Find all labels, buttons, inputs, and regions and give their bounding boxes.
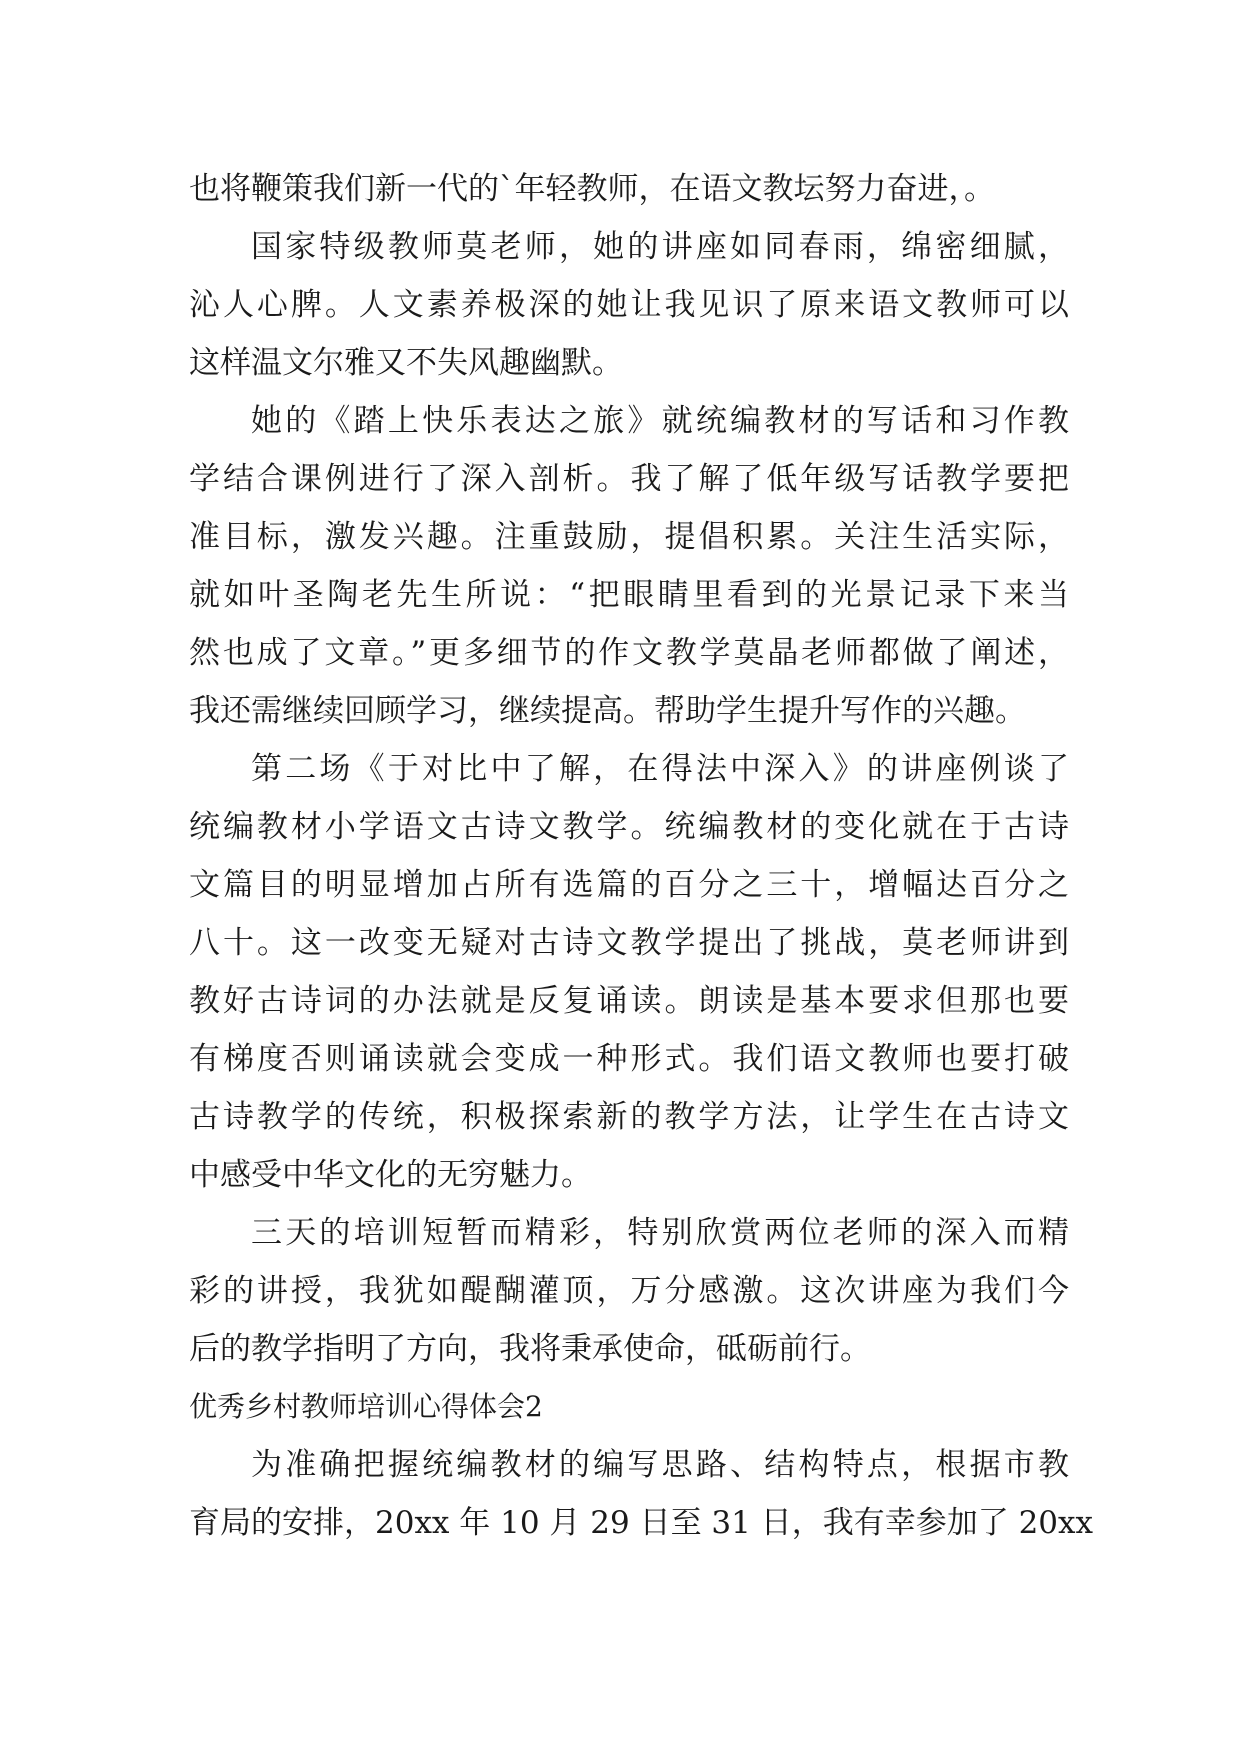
paragraph-line: 她的《踏上快乐表达之旅》就统编教材的写话和习作教 (251, 403, 1069, 439)
paragraph-line: 沁人心脾。人文素养极深的她让我见识了原来语文教师可以 (189, 287, 1069, 323)
paragraph-line: 学结合课例进行了深入剖析。我了解了低年级写话教学要把 (189, 461, 1069, 497)
paragraph-line: 国家特级教师莫老师，她的讲座如同春雨，绵密细腻， (251, 229, 1069, 265)
paragraph-line: 准目标，激发兴趣。注重鼓励，提倡积累。关注生活实际， (189, 519, 1069, 555)
paragraph (189, 740, 1069, 1204)
document-body (189, 160, 1093, 1552)
paragraph-line: 我还需继续回顾学习，继续提高。帮助学生提升写作的兴趣。 (189, 693, 1026, 729)
paragraph-line: 古诗教学的传统，积极探索新的教学方法，让学生在古诗文 (189, 1099, 1069, 1135)
paragraph-line: 就如叶圣陶老先生所说：“把眼睛里看到的光景记录下来当 (189, 577, 1069, 613)
paragraph (189, 160, 1069, 218)
paragraph-line: 三天的培训短暂而精彩，特别欣赏两位老师的深入而精 (251, 1215, 1069, 1251)
paragraph-line: 八十。这一改变无疑对古诗文教学提出了挑战，莫老师讲到 (189, 925, 1069, 961)
paragraph-line: 统编教材小学语文古诗文教学。统编教材的变化就在于古诗 (189, 809, 1069, 845)
paragraph (189, 218, 1069, 392)
paragraph-line: 也将鞭策我们新一代的`年轻教师，在语文教坛努力奋进，。 (189, 171, 995, 207)
paragraph-line: 文篇目的明显增加占所有选篇的百分之三十，增幅达百分之 (189, 867, 1069, 903)
paragraph-line: 这样温文尔雅又不失风趣幽默。 (189, 345, 623, 381)
paragraph-line: 育局的安排，20xx 年 10 月 29 日至 31 日，我有幸参加了 20xx (189, 1505, 1093, 1541)
paragraph-line: 第二场《于对比中了解，在得法中深入》的讲座例谈了 (251, 751, 1069, 787)
paragraph-line: 有梯度否则诵读就会变成一种形式。我们语文教师也要打破 (189, 1041, 1069, 1077)
paragraph (189, 1436, 1093, 1552)
paragraph-line: 为准确把握统编教材的编写思路、结构特点，根据市教 (251, 1447, 1069, 1483)
paragraph-line: 后的教学指明了方向，我将秉承使命，砥砺前行。 (189, 1331, 871, 1367)
paragraph (189, 392, 1069, 740)
section-heading (189, 1378, 1069, 1436)
paragraph-line: 然也成了文章。”更多细节的作文教学莫晶老师都做了阐述， (189, 635, 1069, 671)
paragraph-line: 教好古诗词的办法就是反复诵读。朗读是基本要求但那也要 (189, 983, 1069, 1019)
paragraph-line: 彩的讲授，我犹如醍醐灌顶，万分感激。这次讲座为我们今 (189, 1273, 1069, 1309)
paragraph-line: 中感受中华文化的无穷魅力。 (189, 1157, 592, 1193)
section-heading-text: 优秀乡村教师培训心得体会2 (189, 1390, 543, 1423)
paragraph (189, 1204, 1069, 1378)
